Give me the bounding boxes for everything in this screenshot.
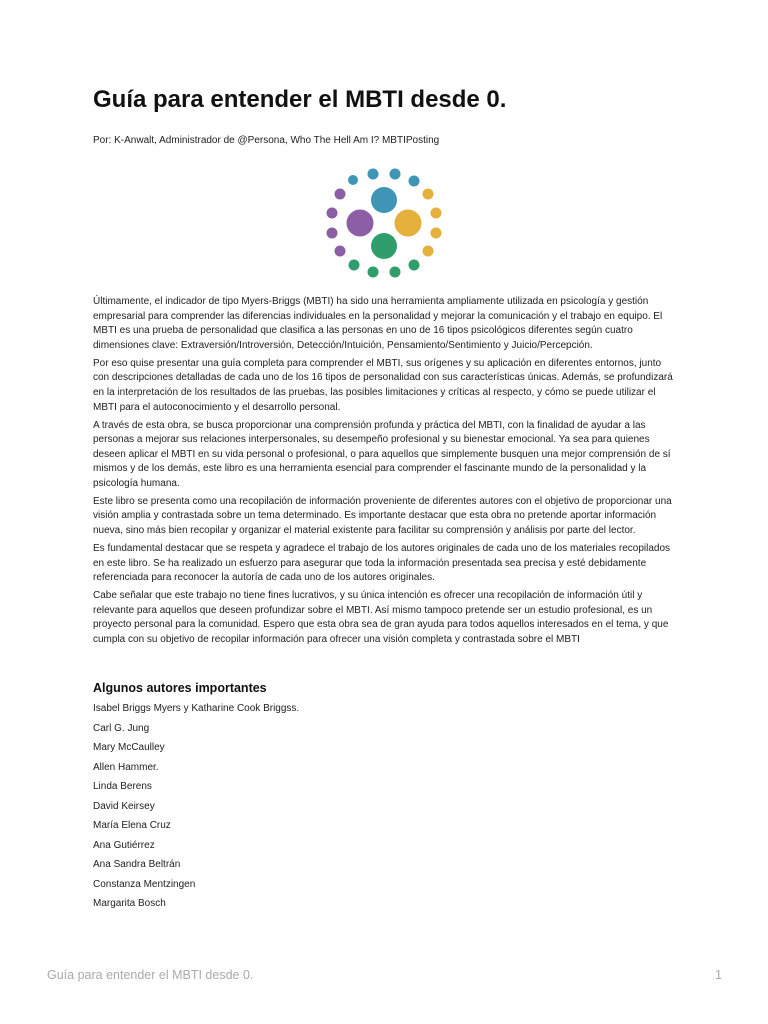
author-item: Ana Gutiérrez	[93, 839, 155, 851]
logo-dot-small	[409, 260, 420, 271]
author-item: David Keirsey	[93, 800, 155, 812]
page-number: 1	[715, 968, 722, 982]
paragraph: Cabe señalar que este trabajo no tiene fines lucrativos, y su única intención es ofrecer una recopilación de información útil y relevante para aquellos que deseen profundizar sobre el MBTI. Así mismo tampoco pretende ser un estudio profesional, es un proyecto personal para la comunidad. Espero que esta obra sea de gran ayuda para todos aquellos interesados en el tema, y que cumpla con su objetivo de recopilar información para ofrecer una visión completa y contrastada sobre el MBTI	[93, 590, 669, 646]
author-item: Ana Sandra Beltrán	[93, 859, 181, 870]
paragraph: Este libro se presenta como una recopilación de información proveniente de diferentes autores con el objetivo de proporcionar una visión amplia y contrastada sobre un tema determinado. Es importante destacar que esta obra no pretende aportar información nueva, sino más bien recopilar y organizar el material existente para facilitar su comprensión y análisis por parte del lector.	[93, 495, 672, 537]
author-item: Isabel Briggs Myers y Katharine Cook Briggss.	[93, 703, 300, 714]
paragraph: Por eso quise presentar una guía completa para comprender el MBTI, sus orígenes y su aplicación en diferentes entornos, junto con descripciones detalladas de cada uno de los 16 tipos de personalidad con sus características únicas. Además, se profundizará en la interpretación de los resultados de las pruebas, las posibles limitaciones y críticas al respecto, y cómo se puede utilizar el MBTI para el autoconocimiento y el desarrollo personal.	[93, 357, 673, 413]
footer-title: Guía para entender el MBTI desde 0.	[47, 968, 254, 982]
logo-dot-small	[423, 246, 434, 257]
author-item: Linda Berens	[93, 781, 152, 792]
logo-dot-small	[431, 228, 442, 239]
authors-heading: Algunos autores importantes	[93, 681, 267, 695]
logo-dot-large-purple	[347, 210, 374, 237]
logo-dot-small	[431, 208, 442, 219]
logo-dot-large-blue	[371, 187, 397, 213]
paragraph: Últimamente, el indicador de tipo Myers-Briggs (MBTI) ha sido una herramienta ampliamente utilizada en psicología y gestión empresarial para comprender las diferencias individuales en la personalidad y mejorar la comunicación y el trabajo en equipo. El MBTI es una prueba de personalidad que clasifica a las personas en uno de 16 tipos psicológicos diferentes según cuatro dimensiones clave: Extraversión/Introversión, Detección/Intuición, Pensamiento/Sentimiento y Juicio/Percepción.	[93, 296, 663, 351]
logo-dot-small	[348, 175, 358, 185]
logo-dot-small	[349, 260, 360, 271]
authors-list	[93, 703, 299, 918]
paragraph: Es fundamental destacar que se respeta y agradece el trabajo de los autores originales de cada uno de los materiales recopilados en este libro. Se ha realizado un esfuerzo para asegurar que toda la información presentada sea precisa y esté debidamente referenciada para reconocer la autoría de cada uno de los autores originales.	[93, 543, 671, 584]
author-item: Mary McCaulley	[93, 742, 165, 753]
dot-circle-logo	[322, 166, 446, 280]
logo-dot-small	[390, 267, 401, 278]
logo-dot-small	[368, 169, 379, 180]
logo-dot-small	[423, 189, 434, 200]
logo-dot-small	[327, 208, 338, 219]
body-text	[93, 295, 675, 651]
logo-dot-small	[409, 176, 420, 187]
logo-dot-small	[335, 246, 346, 257]
author-item: Margarita Bosch	[93, 898, 166, 909]
author-item: Allen Hammer.	[93, 761, 159, 773]
byline: Por: K-Anwalt, Administrador de @Persona, Who The Hell Am I? MBTIPosting	[93, 135, 440, 146]
logo-dot-small	[327, 228, 338, 239]
paragraph: A través de esta obra, se busca proporcionar una comprensión profunda y práctica del MBTI, con la finalidad de ayudar a las personas a mejorar sus relaciones interpersonales, su desempeño profesional y su bienestar emocional. Ya sea para quienes deseen aplicar el MBTI en su vida personal o profesional, o para aquellos que simplemente busquen una mejor comprensión de sí mismos y de los demás, este libro es una herramienta esencial para comprender el fascinante mundo de la personalidad y la psicología humana.	[93, 419, 671, 489]
author-item: Carl G. Jung	[93, 722, 150, 734]
logo-dot-small	[335, 189, 346, 200]
author-item: María Elena Cruz	[93, 820, 171, 831]
logo-dot-small	[368, 267, 379, 278]
author-item: Constanza Mentzingen	[93, 878, 196, 890]
logo-dot-large-yellow	[395, 210, 422, 237]
document-title: Guía para entender el MBTI desde 0.	[93, 86, 507, 113]
logo-dot-small	[390, 169, 401, 180]
logo-dot-large-green	[371, 233, 397, 259]
